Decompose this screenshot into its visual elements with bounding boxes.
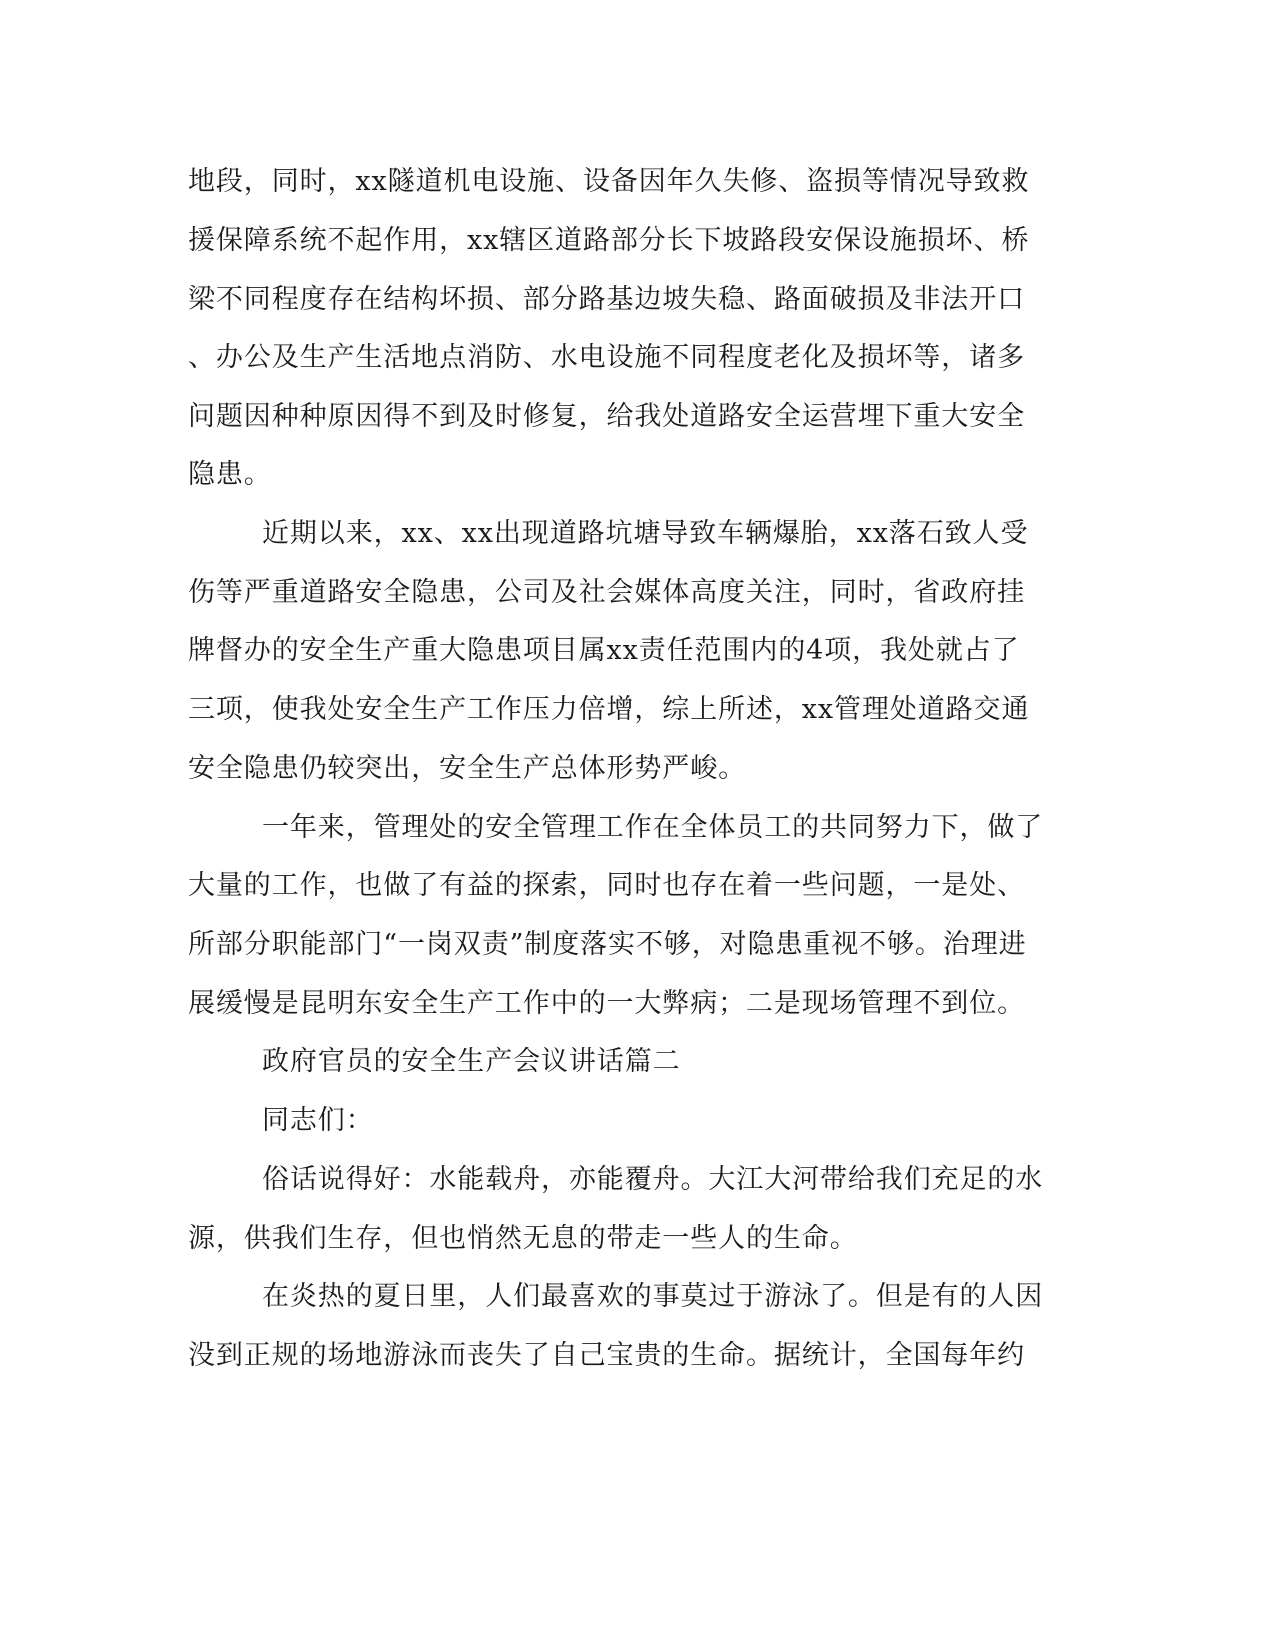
paragraph-line: 一年来，管理处的安全管理工作在全体员工的共同努力下，做了	[262, 812, 1044, 843]
paragraph-line: 牌督办的安全生产重大隐患项目属xx责任范围内的4项，我处就占了	[188, 635, 1020, 666]
salutation: 同志们：	[262, 1105, 374, 1136]
paragraph-line: 所部分职能部门“一岗双责”制度落实不够，对隐患重视不够。治理进	[188, 929, 1027, 960]
paragraph-line: 安全隐患仍较突出，安全生产总体形势严峻。	[188, 753, 746, 784]
paragraph-line: 大量的工作，也做了有益的探索，同时也存在着一些问题，一是处、	[188, 870, 1025, 901]
paragraph-line: 援保障系统不起作用，xx辖区道路部分长下坡路段安保设施损坏、桥	[188, 225, 1030, 256]
paragraph-line: 、办公及生产生活地点消防、水电设施不同程度老化及损坏等，诸多	[188, 342, 1025, 373]
paragraph-line: 在炎热的夏日里，人们最喜欢的事莫过于游泳了。但是有的人因	[262, 1281, 1044, 1312]
paragraph-line: 近期以来，xx、xx出现道路坑塘导致车辆爆胎，xx落石致人受	[262, 518, 1029, 549]
paragraph-line: 源，供我们生存，但也悄然无息的带走一些人的生命。	[188, 1223, 858, 1254]
paragraph-line: 梁不同程度存在结构坏损、部分路基边坡失稳、路面破损及非法开口	[188, 284, 1025, 315]
paragraph-line: 隐患。	[188, 459, 272, 490]
paragraph-line: 三项，使我处安全生产工作压力倍增，综上所述，xx管理处道路交通	[188, 694, 1030, 725]
paragraph-line: 俗话说得好：水能载舟，亦能覆舟。大江大河带给我们充足的水	[262, 1164, 1044, 1195]
paragraph-line: 没到正规的场地游泳而丧失了自己宝贵的生命。据统计，全国每年约	[188, 1340, 1025, 1371]
paragraph-line: 展缓慢是昆明东安全生产工作中的一大弊病；二是现场管理不到位。	[188, 988, 1025, 1019]
paragraph-line: 地段，同时，xx隧道机电设施、设备因年久失修、盗损等情况导致救	[188, 166, 1030, 197]
section-title: 政府官员的安全生产会议讲话篇二	[262, 1046, 681, 1077]
paragraph-line: 伤等严重道路安全隐患，公司及社会媒体高度关注，同时，省政府挂	[188, 577, 1025, 608]
paragraph-line: 问题因种种原因得不到及时修复，给我处道路安全运营埋下重大安全	[188, 401, 1025, 432]
